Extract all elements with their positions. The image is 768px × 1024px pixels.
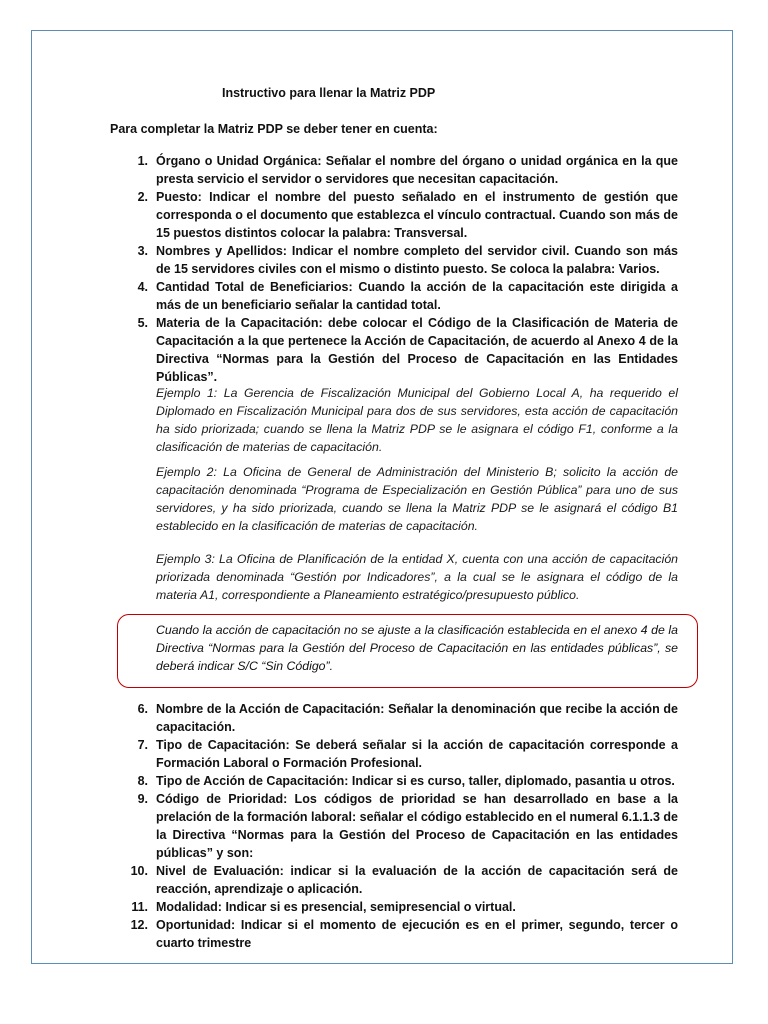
list-item: 5. Materia de la Capacitación: debe colocar el Código de la Clasificación de Materia de Capacitación a la que pertenece la Acción de Capacitación, de acuerdo al Anexo 4 de la Directiva “Normas para la Gestión del Proceso de Capacitación en las Entidades Públicas”. — [137, 316, 678, 384]
instructions-list-a — [110, 152, 678, 386]
example-1: Ejemplo 1: La Gerencia de Fiscalización Municipal del Gobierno Local A, ha requerido el Diplomado en Fiscalización Municipal para dos de sus servidores, esta acción de capacitación ha sido priorizada; cuando se llena la Matriz PDP se le asignara el código F1, conforme a la clasificación de materias de capacitación. — [156, 386, 678, 454]
instructions-list-b — [110, 700, 678, 952]
list-item: 6. Nombre de la Acción de Capacitación: Señalar la denominación que recibe la acción de capacitación. — [137, 702, 678, 734]
example-2: Ejemplo 2: La Oficina de General de Administración del Ministerio B; solicito la acción de capacitación denominada “Programa de Especialización en Gestión Pública” para uno de sus servidores, y ha sido priorizada, cuando se llena la Matriz PDP se le asignará el código B1 establecido en la clasificación de materias de capacitación. — [156, 465, 678, 533]
document-title: Instructivo para llenar la Matriz PDP — [222, 86, 436, 100]
note-text: Cuando la acción de capacitación no se ajuste a la clasificación establecida en el anexo 4 de la Directiva “Normas para la Gestión del Proceso de Capacitación en las entidades públicas”, se deberá indicar S/C “Sin Código”. — [156, 623, 678, 673]
list-item: 3. Nombres y Apellidos: Indicar el nombre completo del servidor civil. Cuando son más de 15 servidores civiles con el mismo o distinto puesto. Se coloca la palabra: Varios. — [137, 244, 678, 276]
list-item: 12. Oportunidad: Indicar si el momento de ejecución es en el primer, segundo, tercer o cuarto trimestre — [130, 918, 678, 950]
list-item: 1. Órgano o Unidad Orgánica: Señalar el nombre del órgano o unidad orgánica en la que presta servicio el servidor o servidores que necesitan capacitación. — [137, 154, 678, 186]
list-item: 10. Nivel de Evaluación: indicar si la evaluación de la acción de capacitación será de reacción, aprendizaje o aplicación. — [130, 864, 678, 896]
list-item: 7. Tipo de Capacitación: Se deberá señalar si la acción de capacitación corresponde a Formación Laboral o Formación Profesional. — [137, 738, 678, 770]
list-item: 9. Código de Prioridad: Los códigos de prioridad se han desarrollado en base a la prelación de la formación laboral: señalar el código establecido en el numeral 6.1.1.3 de la Directiva “Normas para la Gestión del Proceso de Capacitación en las entidades públicas” y son: — [137, 792, 679, 860]
list-item: 8. Tipo de Acción de Capacitación: Indicar si es curso, taller, diplomado, pasantia u otros. — [137, 774, 675, 788]
example-3: Ejemplo 3: La Oficina de Planificación de la entidad X, cuenta con una acción de capacitación priorizada denominada “Gestión por Indicadores”, a la cual se le asignara el código de la materia A1, correspondiente a Planeamiento estratégico/presupuesto público. — [156, 552, 678, 602]
list-item: 4. Cantidad Total de Beneficiarios: Cuando la acción de la capacitación este dirigida a más de un beneficiario señalar la cantidad total. — [137, 280, 679, 312]
intro-text: Para completar la Matriz PDP se deber tener en cuenta: — [110, 122, 438, 136]
list-item: 11. Modalidad: Indicar si es presencial, semipresencial o virtual. — [131, 900, 516, 914]
list-item: 2. Puesto: Indicar el nombre del puesto señalado en el instrumento de gestión que corresponda o el documento que establezca el vínculo contractual. Cuando son más de 15 puestos distintos colocar la palabra: Transversal. — [137, 190, 678, 240]
